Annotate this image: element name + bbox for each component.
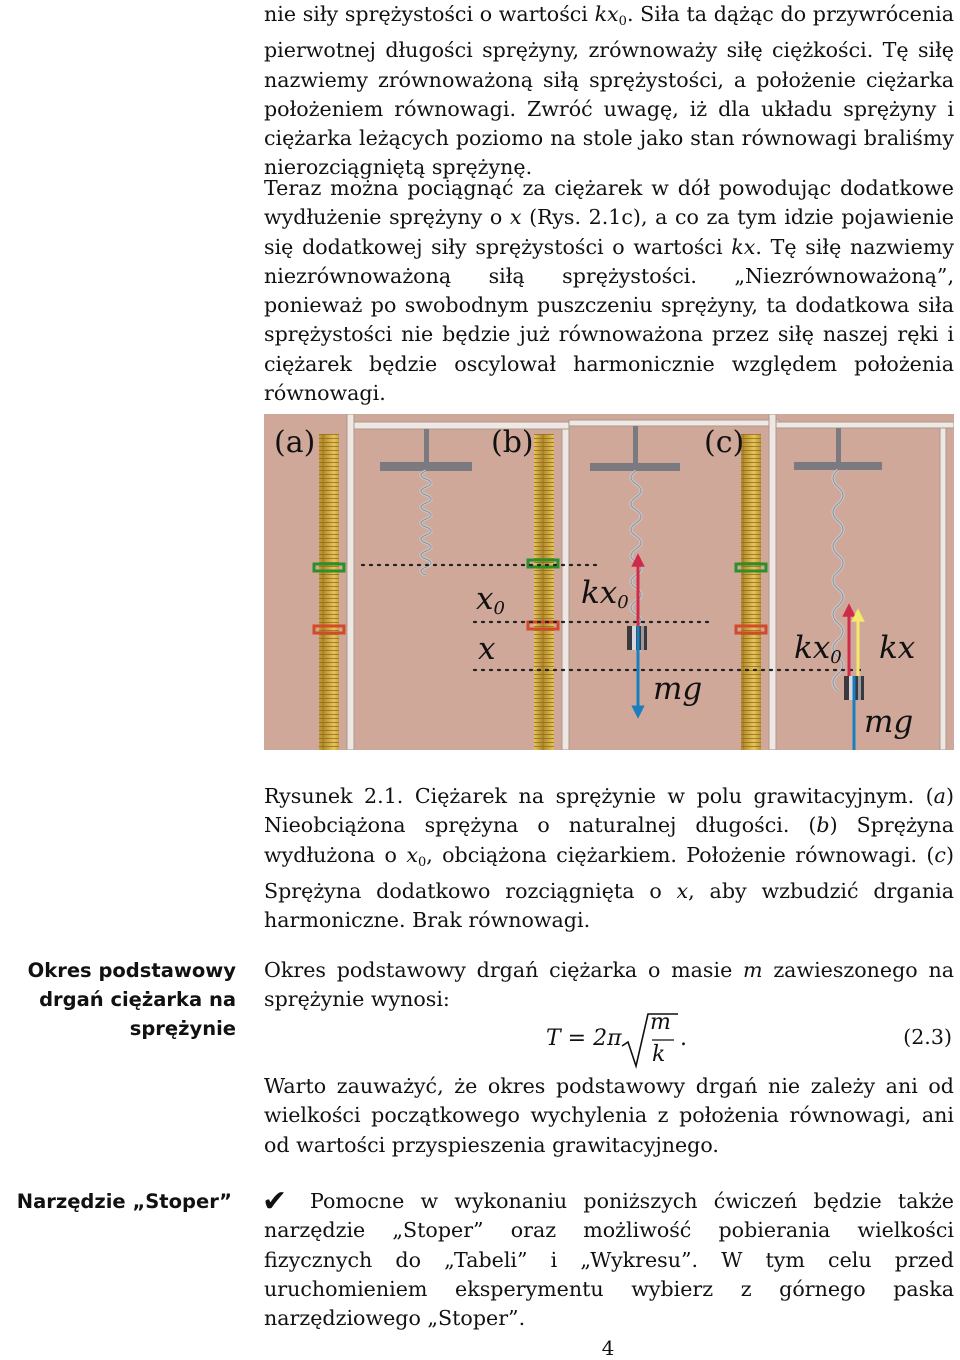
- label-mg-b: mg: [653, 671, 703, 707]
- paragraph-equilibrium: [264, 0, 954, 183]
- page-number: 4: [601, 1336, 615, 1360]
- paragraph-stopwatch: Pomocne w wykonaniu poniższych ćwiczeń będzie także narzędzie „Stoper” oraz możliwość pobierania wielkości fizycznych do „Tabeli” i „Wykresu”. W tym celu przed uruchomieniem eksperymentu wybierz z górnego paska narzędziowego „Stoper”.: [264, 1189, 954, 1331]
- label-kx0-c: kx0: [794, 630, 842, 668]
- paragraph-remark: Warto zauważyć, że okres podstawowy drgań nie zależy ani od wielkości początkowego wychylenia z położenia równowagi, ani od wartości przyspieszenia grawitacyjnego.: [264, 1074, 954, 1157]
- margin-note-period: Okres podstawowy drgań ciężarka na sprężynie: [27, 959, 236, 1040]
- label-kx-c: kx: [879, 630, 916, 666]
- ruler-b: [534, 434, 554, 750]
- math-kx0: kx: [594, 2, 619, 26]
- label-a: (a): [274, 425, 316, 460]
- label-mg-c: mg: [864, 704, 914, 740]
- text-run: (Rys. 2.1c), a co za tym idzie pojawienie się dodatkowej siły sprężystości o wartości: [264, 205, 954, 259]
- text-run: . Siła ta dążąc do przywrócenia: [626, 2, 954, 26]
- text-run: pierwotnej długości sprężyny, zrównoważy siłę ciężkości. Tę siłę nazwiemy zrównoważoną siłą sprężystości, a położenie ciężarka położeniem równowagi. Zwróć uwagę, iż dla układu sprężyny i ciężarka leżących poziomo na stole jako stan równowagi braliśmy nierozciągniętą sprężynę.: [264, 38, 954, 180]
- checkmark-icon: ✔: [262, 1184, 288, 1219]
- math-subscript: 0: [618, 14, 627, 29]
- text-run: Teraz można pociągnąć za ciężarek w dół powodując dodatkowe wydłużenie sprężyny o: [264, 176, 954, 230]
- margin-note-stopwatch: Narzędzie „Stoper”: [16, 1190, 232, 1213]
- label-c: (c): [704, 425, 745, 460]
- paragraph-period: Okres podstawowy drgań ciężarka o masie m zawieszonego na sprężynie wynosi:: [264, 958, 954, 1012]
- ruler-c: [741, 434, 761, 750]
- equation-period: T = 2π m k .: [546, 1010, 696, 1072]
- label-kx0-b: kx0: [581, 575, 629, 613]
- label-x: x: [478, 631, 496, 667]
- text-run: . Tę siłę nazwiemy niezrównoważoną siłą sprężystości. „Niezrównoważoną”, ponieważ po swobodnym puszczeniu sprężyny, ta dodatkowa siła sprężystości nie będzie już równoważona przez siłę naszej ręki i ciężarek będzie oscylował harmonicznie względem położenia równowagi.: [264, 234, 954, 406]
- math-kx: kx: [731, 234, 756, 259]
- figure-caption: Rysunek 2.1. Ciężarek na sprężynie w polu grawitacyjnym. (a) Nieobciążona sprężyna o naturalnej długości. (b) Sprężyna wydłużona o $x_0$, obciążona ciężarkiem. Położenie równowagi. (c) Sprężyna dodatkowo rozciągnięta o x, aby wzbudzić drgania harmoniczne. Brak równowagi.: [264, 784, 954, 933]
- figure-spring-diagram: [264, 414, 954, 750]
- math-x: x: [509, 205, 522, 230]
- label-x0: x0: [476, 581, 505, 619]
- equation-number: (2.3): [903, 1025, 952, 1049]
- paragraph-unbalanced-force: [264, 174, 954, 408]
- text-run: nie siły sprężystości o wartości: [264, 2, 595, 26]
- ruler-a: [319, 434, 339, 750]
- label-b: (b): [491, 425, 534, 460]
